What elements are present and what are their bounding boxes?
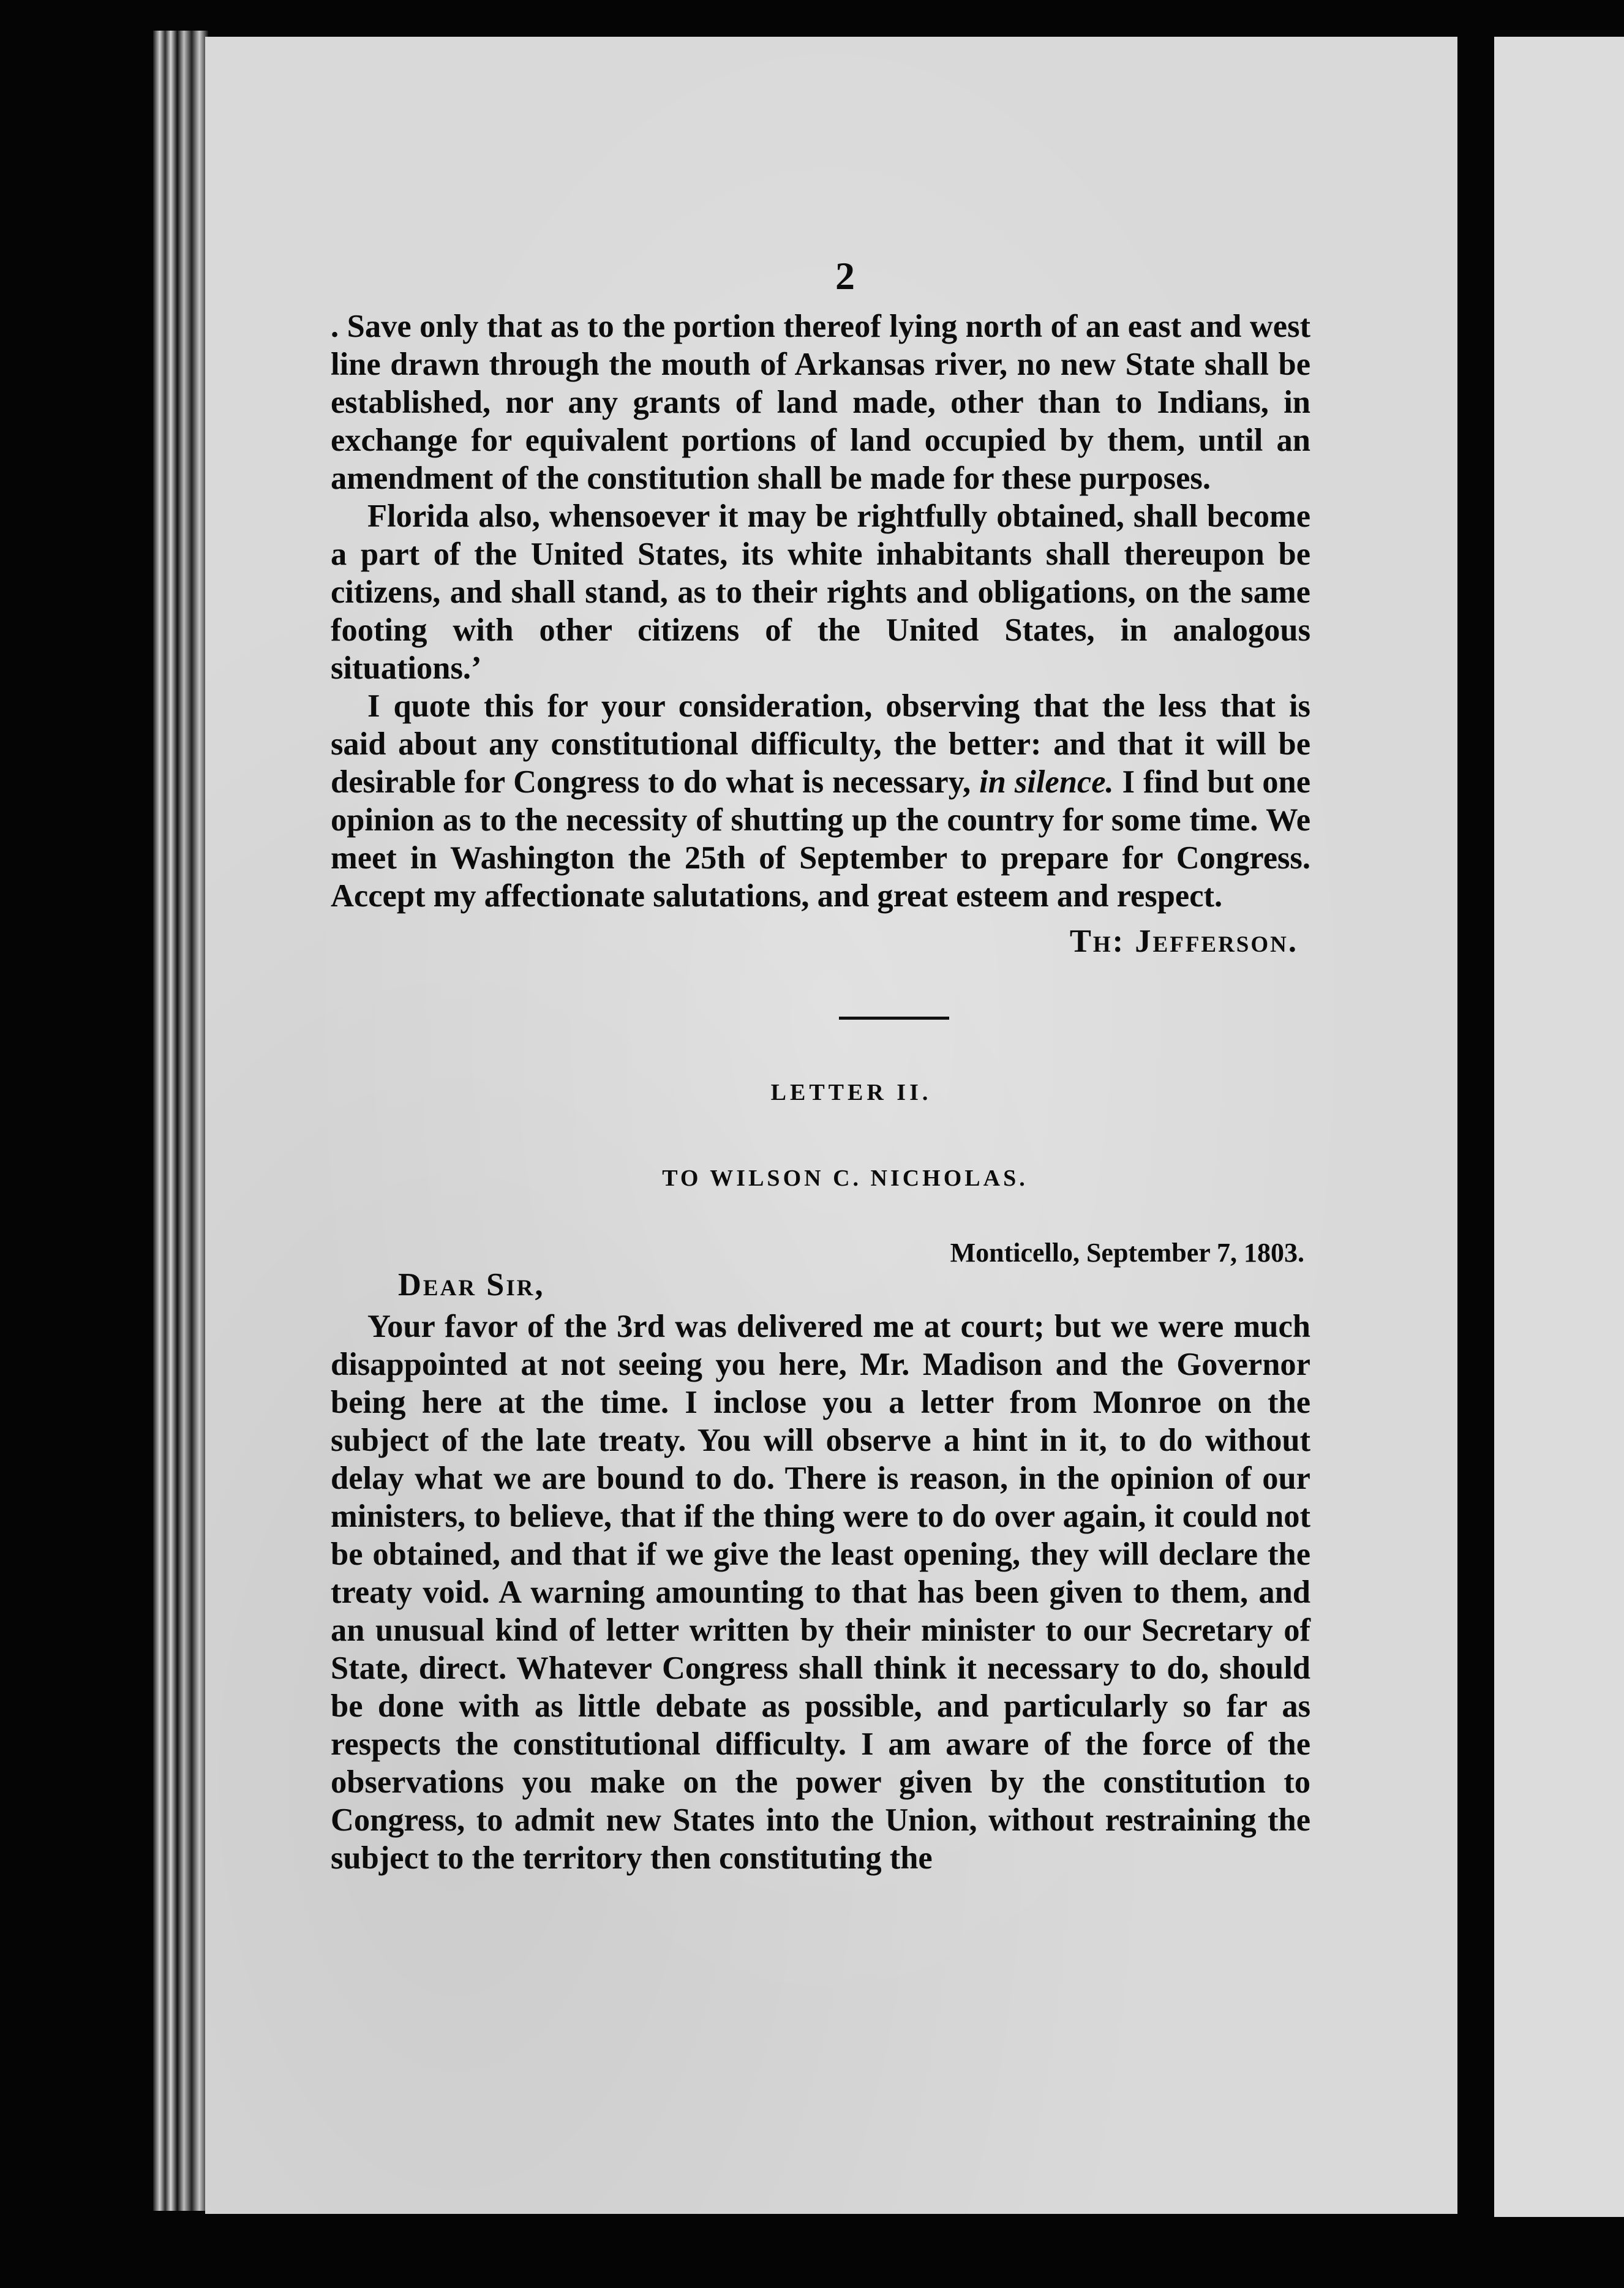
letter-heading: LETTER II. [770,1080,932,1105]
letter-body: Your favor of the 3rd was delivered me at court; but we were much disappointed at not seeing you here, Mr. Madison and the Governor being here at the time. I inclose you a letter from Monroe on the subject of the late treaty. You will observe a hint in it, to do without delay what we are bound to do. There is reason, in the opinion of our ministers, to believe, that if the thing were to do over again, it could not be obtained, and that if we give the least opening, they will declare the treaty void. A warning amounting to that has been given to them, and an unusual kind of letter written by their minister to our Secretary of State, direct. Whatever Congress shall think it necessary to do, should be done with as little debate as possible, and particularly so far as respects the constitutional difficulty. I am aware of the force of the observations you make on the power given by the constitution to Congress, to admit new States into the Union, without restraining the subject to the territory then constituting the [331,1309,1310,1876]
closing-text-before: I quote this for your consideration, observing that the less that is said about any constitutional difficulty, the better: and that it will be desirable for Congress to do what is necessary, [331,688,1310,800]
book-binding-strip [153,31,208,2211]
adjacent-page-edge [1494,37,1624,2217]
paragraph-state-clause: . Save only that as to the portion thereof lying north of an east and west line drawn through the mouth of Arkansas river, no new State shall be established, nor any grants of land made, other than to Indians, in exchange for equivalent portions of land occupied by them, until an amendment of the constitution shall be made for these purposes. [331,309,1310,496]
signature-jefferson: Th: Jefferson. [1069,924,1298,959]
letter-salutation: Dear Sir, [398,1267,545,1303]
letter-recipient: TO WILSON C. NICHOLAS. [662,1165,1028,1191]
paragraph-florida-clause: Florida also, whensoever it may be rightfully obtained, shall become a part of the United States, its white inhabitants shall thereupon be citizens, and shall stand, as to their rights and obligations, on the same footing with other citizens of the United States, in analogous situations.’ [331,499,1310,686]
closing-text-after: I find but one opinion as to the necessity of shutting up the country for some time. We meet in Washington the 25th of September to prepare for Congress. Accept my affectionate salutations, and great esteem and respect. [331,764,1311,914]
page-number: 2 [835,254,855,298]
closing-emphasis: in silence. [979,764,1114,800]
section-divider [839,1017,949,1020]
paragraph-closing [331,687,1310,915]
letter-dateline: Monticello, September 7, 1803. [950,1238,1304,1268]
page-content [331,254,1311,1877]
